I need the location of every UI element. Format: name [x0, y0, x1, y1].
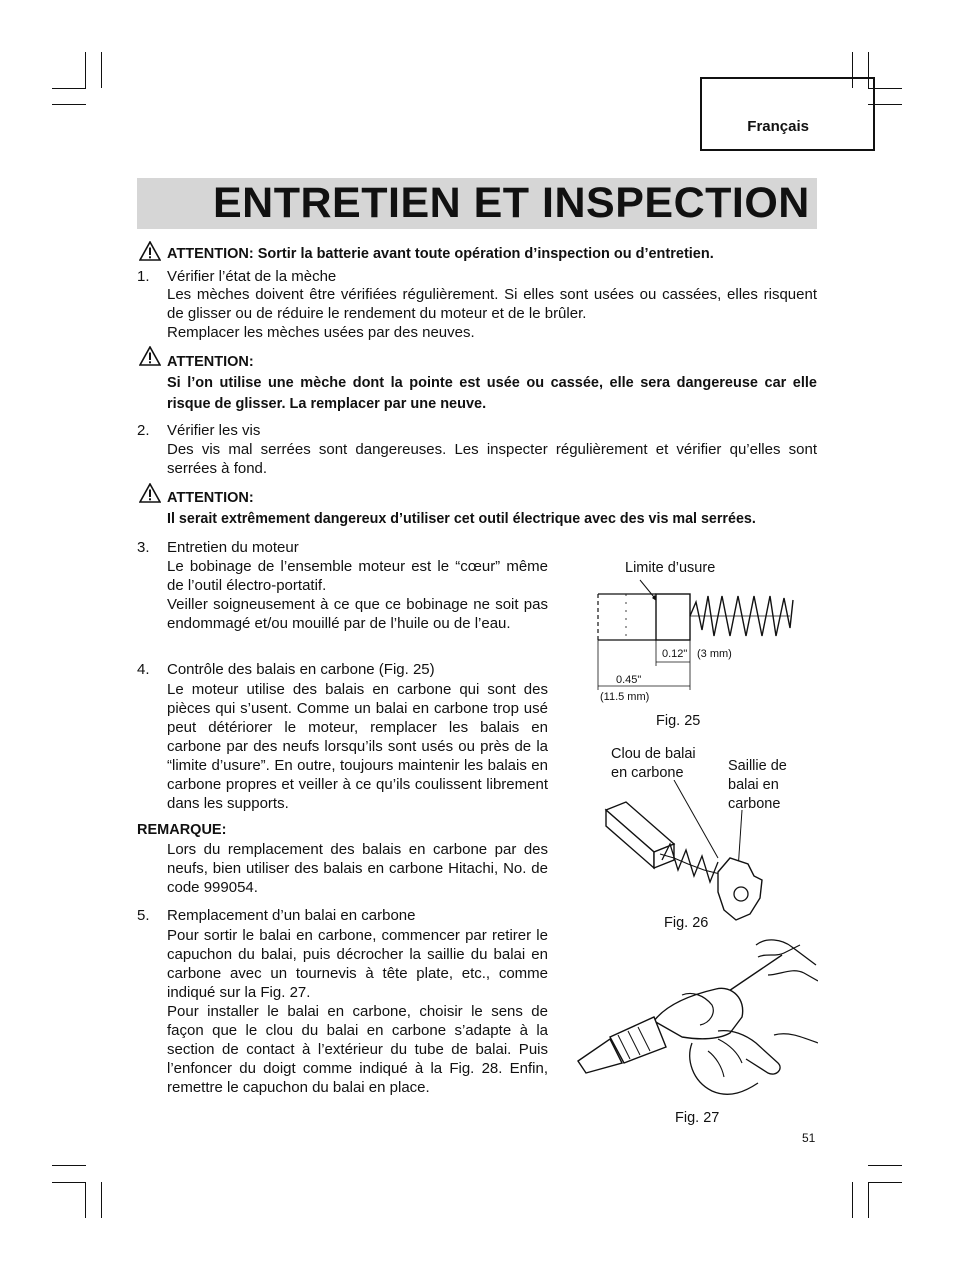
- item-3-body: [167, 557, 548, 633]
- top-warning: [167, 245, 817, 264]
- item-title: Entretien du moteur: [167, 539, 299, 556]
- item-number: 3.: [137, 539, 150, 556]
- warning-3-text: Il serait extrêmement dangereux d’utiliser cet outil électrique avec des vis mal serrées.: [167, 511, 756, 527]
- warning-text: Sortir la batterie avant toute opération d’inspection ou d’entretien.: [253, 246, 714, 262]
- paragraph: Le bobinage de l’ensemble moteur est le “cœur” même de l’outil électro-portatif.: [167, 558, 548, 594]
- paragraph: Les mèches doivent être vérifiées régulièrement. Si elles sont usées ou cassées, elles risquent de glisser ou de réduire le rendement du moteur et de le brûler.: [167, 286, 817, 322]
- fig25-dim-large-mm: (11.5 mm): [600, 691, 650, 703]
- fig25-limit-label: Limite d’usure: [625, 560, 716, 576]
- warning-2-text: Si l’on utilise une mèche dont la pointe est usée ou cassée, elle sera dangereuse car elle risque de glisser. La remplacer par une neuve.: [167, 375, 817, 412]
- paragraph: Pour installer le balai en carbone, choisir le sens de façon que le clou du balai en carbone s’adapte à la section de contact à l’extérieur du tube de balai. Puis l’enfoncer du doigt comme indiqué à la Fig. 28. Enfin, remettre le capuchon du balai en place.: [167, 1003, 548, 1096]
- item-4-heading: [137, 660, 435, 679]
- item-1-heading: [137, 267, 337, 286]
- item-5-heading: [137, 906, 416, 925]
- fig25-caption: Fig. 25: [656, 713, 701, 729]
- item-title: Contrôle des balais en carbone (Fig. 25): [167, 661, 435, 678]
- item-1-body: [167, 285, 817, 342]
- language-tab: [700, 77, 875, 151]
- item-title: Vérifier les vis: [167, 422, 261, 439]
- item-title: Vérifier l’état de la mèche: [167, 268, 337, 285]
- fig26-brush-illustration: [600, 780, 780, 925]
- item-number: 4.: [137, 661, 150, 678]
- fig26-caption: Fig. 26: [664, 915, 709, 931]
- warning-triangle-icon: [139, 346, 161, 366]
- item-number: 1.: [137, 268, 150, 285]
- page-title: ENTRETIEN ET INSPECTION: [213, 179, 810, 227]
- item-2-body: Des vis mal serrées sont dangereuses. Les inspecter régulièrement et vérifier qu’elles sont serrées à fond.: [167, 441, 817, 477]
- warning-triangle-icon: [139, 241, 161, 261]
- fig27-drill-illustration: [570, 935, 818, 1103]
- item-number: 2.: [137, 422, 150, 439]
- item-3-heading: [137, 538, 299, 557]
- item-4-body: Le moteur utilise des balais en carbone qui sont des pièces qui s’usent. Comme un balai en carbone trop usé peut détériorer le moteur, remplacer les balais en carbone par des neufs lorsqu’ils sont usés ou près de la “limite d’usure”. En outre, toujours maintenir les balais en carbone propres et veiller à ce qu’ils coulissent librement dans les supports.: [167, 681, 548, 812]
- page-title-bar: [137, 178, 817, 229]
- page-number: 51: [802, 1131, 816, 1145]
- fig25-dim-large: 0.45": [616, 674, 642, 686]
- fig26-nail-label: Clou de balai en carbone: [611, 746, 696, 781]
- fig25-dim-small-mm: (3 mm): [697, 648, 732, 660]
- item-5-body: [167, 926, 548, 1097]
- paragraph: Veiller soigneusement à ce que ce bobinage ne soit pas endommagé et/ou mouillé par de l’huile ou de l’eau.: [167, 596, 548, 632]
- warning-triangle-icon: [139, 483, 161, 503]
- note-label: REMARQUE:: [137, 822, 227, 838]
- item-title: Remplacement d’un balai en carbone: [167, 907, 416, 924]
- warning-2-label: ATTENTION:: [167, 354, 254, 370]
- fig26-tab-label: Saillie de balai en carbone: [728, 758, 787, 812]
- paragraph: Remplacer les mèches usées par des neuves.: [167, 324, 475, 341]
- item-2-heading: [137, 421, 261, 440]
- warning-3-label: ATTENTION:: [167, 490, 254, 506]
- warning-label: ATTENTION:: [167, 246, 254, 262]
- language-label: Français: [747, 118, 809, 135]
- fig27-caption: Fig. 27: [675, 1110, 720, 1126]
- item-number: 5.: [137, 907, 150, 924]
- fig25-dim-small: 0.12": [662, 648, 688, 660]
- paragraph: Pour sortir le balai en carbone, commencer par retirer le capuchon du balai, puis décrocher la saillie du balai en carbone avec un tournevis à tête plate, etc., comme indiqué sur la Fig. 27.: [167, 927, 548, 1001]
- note-body: Lors du remplacement des balais en carbone par des neufs, bien utiliser des balais en carbone Hitachi, No. de code 999054.: [167, 841, 548, 896]
